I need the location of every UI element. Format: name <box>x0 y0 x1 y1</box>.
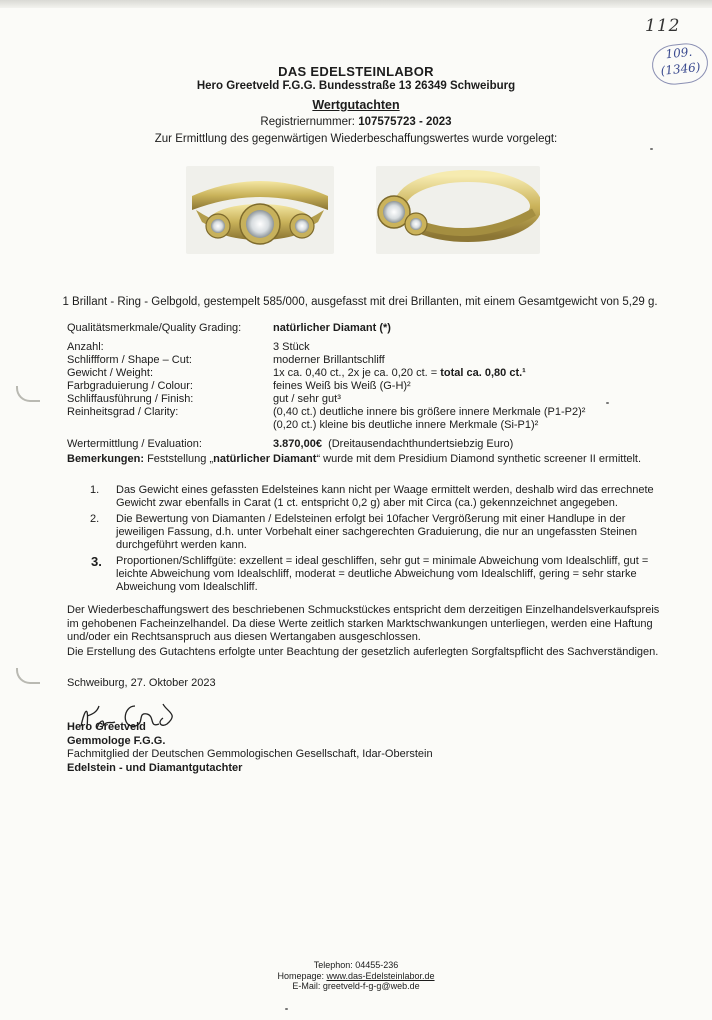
quality-value: natürlicher Diamant (*) <box>273 322 391 334</box>
footnote-number: 3. <box>91 554 102 569</box>
count-label: Anzahl: <box>67 341 104 353</box>
evaluation-value <box>273 438 513 451</box>
clarity-label: Reinheitsgrad / Clarity: <box>67 406 179 418</box>
scan-speck <box>650 148 653 150</box>
signer-name: Hero Greetveld <box>67 721 146 733</box>
lab-title: DAS EDELSTEINLABOR <box>278 64 434 79</box>
clarity-value-1: (0,40 ct.) deutliche innere bis größere innere Merkmale (P1-P2)² <box>273 406 586 418</box>
homepage-link[interactable]: www.das-Edelsteinlabor.de <box>326 970 435 981</box>
handwritten-page-number: 112 <box>645 16 681 36</box>
shape-label: Schliffform / Shape – Cut: <box>67 354 192 366</box>
weight-label: Gewicht / Weight: <box>67 367 153 379</box>
remarks-label: Bemerkungen: <box>67 453 145 465</box>
footer-homepage <box>0 971 712 982</box>
registration-label: Registriernummer: <box>260 116 355 128</box>
signer-title: Gemmologe F.G.G. <box>67 734 166 747</box>
signer-membership: Fachmitglied der Deutschen Gemmologischen Gesellschaft, Idar-Oberstein <box>67 748 433 760</box>
footnote-text: Die Bewertung von Diamanten / Edelsteinen erfolgt bei 10facher Vergrößerung mit einer Handlupe in der jeweiligen Fassung, d.h. unter Vorbehalt einer sachgerechten Graduierung, die nur an ungefassten Steinen durchgeführt werden kann. <box>116 513 638 551</box>
footer <box>0 960 712 992</box>
footnote-item <box>67 555 667 594</box>
remarks-text-end: “ wurde mit dem Presidium Diamond synthetic screener II ermittelt. <box>316 453 642 465</box>
document-title: Wertgutachten <box>312 98 400 112</box>
footnote-text: Das Gewicht eines gefassten Edelsteines kann nicht per Waage ermittelt werden, deshalb wird das errechnete Gewicht zwar ebenfalls in Carat (1 ct. entspricht 0,2 g) aber mit Circa (ca.) gekennzeichnet angegeben. <box>116 484 654 509</box>
weight-value <box>273 367 526 380</box>
signer-role: Edelstein - und Diamantgutachter <box>67 761 243 774</box>
punch-hole-mark <box>16 386 40 402</box>
colour-label: Farbgraduierung / Colour: <box>67 380 193 392</box>
remarks-text-bold: natürlicher Diamant <box>213 453 317 465</box>
registration-number: 107575723 - 2023 <box>358 116 452 128</box>
evaluation-label: Wertermittlung / Evaluation: <box>67 438 202 450</box>
reference-line-1: 109. <box>664 44 693 62</box>
remarks <box>67 453 641 465</box>
reference-line-2: (1346) <box>659 59 702 79</box>
registration-line <box>0 116 712 128</box>
disclaimer-value: Der Wiederbeschaffungswert des beschriebenen Schmuckstückes entspricht dem derzeitigen Einzelhandelsverkaufspreis im gehobenen Facheinzelhandel. Da diese Werte zeitlich starken Marktschwankungen unterliegen, werden eine Haftung und/oder ein Rechtsanspruch aus diesen Wertangaben ausgeschlossen. <box>67 604 660 643</box>
footer-phone: Telephon: 04455-236 <box>313 960 399 970</box>
footnote-text: Proportionen/Schliffgüte: exzellent = ideal geschliffen, sehr gut = minimale Abweichung vom Idealschliff, gut = leichte Abweichung vom Idealschliff, moderat = deutliche Abweichung vom Idealschliff, gering = sehr starke Abweichung vom Idealschliff. <box>116 555 649 593</box>
footnote-item <box>67 513 667 552</box>
footnote-number: 1. <box>90 484 100 496</box>
evaluation-amount: 3.870,00€ <box>273 438 322 450</box>
intro-text: Zur Ermittlung des gegenwärtigen Wiederbeschaffungswertes wurde vorgelegt: <box>154 133 558 145</box>
disclaimer-care: Die Erstellung des Gutachtens erfolgte unter Beachtung der gesetzlich auferlegten Sorgfaltspflicht des Sachverständigen. <box>67 646 659 658</box>
ring-photo-side <box>376 166 540 254</box>
clarity-value-2: (0,20 ct.) kleine bis deutliche innere Merkmale (Si-P1)² <box>273 419 539 431</box>
ring-photo-front <box>186 166 334 254</box>
weight-value-total: total ca. 0,80 ct.¹ <box>440 367 526 379</box>
footnote-item <box>67 484 667 510</box>
lab-address: Hero Greetveld F.G.G. Bundesstraße 13 26349 Schweiburg <box>196 80 516 92</box>
scan-edge <box>0 0 712 8</box>
scan-speck <box>606 402 609 404</box>
shape-value: moderner Brillantschliff <box>273 354 385 366</box>
remarks-text-start: Feststellung „ <box>144 453 214 465</box>
scan-speck <box>285 1008 288 1010</box>
finish-label: Schliffausführung / Finish: <box>67 393 194 405</box>
homepage-label: Homepage: <box>277 970 327 981</box>
item-description: 1 Brillant - Ring - Gelbgold, gestempelt 585/000, ausgefasst mit drei Brillanten, mit einem Gesamtgewicht von 5,29 g. <box>62 296 658 308</box>
evaluation-words: (Dreitausendachthundertsiebzig Euro) <box>328 438 514 450</box>
quality-label: Qualitätsmerkmale/Quality Grading: <box>67 322 242 334</box>
punch-hole-mark <box>16 668 40 684</box>
footer-email: E-Mail: greetveld-f-g-g@web.de <box>292 981 420 991</box>
place-date: Schweiburg, 27. Oktober 2023 <box>67 677 216 689</box>
footnote-list <box>67 484 667 597</box>
footnote-number: 2. <box>90 513 100 525</box>
finish-value: gut / sehr gut³ <box>273 393 341 405</box>
weight-value-plain: 1x ca. 0,40 ct., 2x je ca. 0,20 ct. = <box>273 367 441 379</box>
signature-block <box>67 721 433 775</box>
colour-value: feines Weiß bis Weiß (G-H)² <box>273 380 411 392</box>
count-value: 3 Stück <box>273 341 310 353</box>
